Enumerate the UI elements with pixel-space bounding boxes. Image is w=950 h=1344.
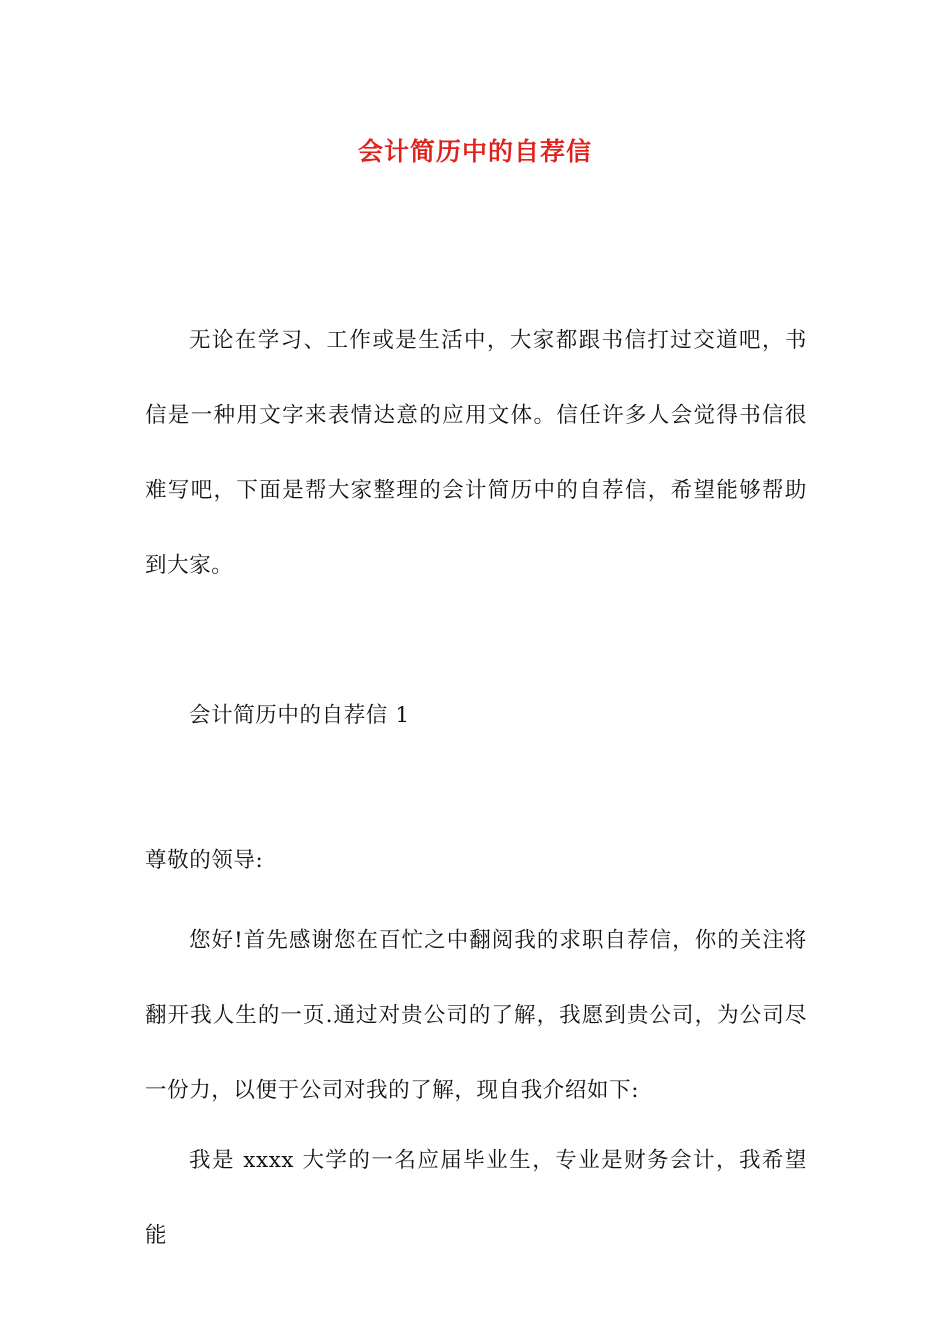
document-title: 会计简历中的自荐信 [357,137,592,166]
intro-paragraph: 无论在学习、工作或是生活中，大家都跟书信打过交道吧，书信是一种用文字来表情达意的应用文体。信任许多人会觉得书信很难写吧，下面是帮大家整理的会计简历中的自荐信，希望能够帮助到大家。 [145,328,807,578]
letter-paragraph-1: 您好!首先感谢您在百忙之中翻阅我的求职自荐信，你的关注将翻开我人生的一页.通过对贵公司的了解，我愿到贵公司，为公司尽一份力，以便于公司对我的了解，现自我介绍如下: [145,928,807,1103]
section-subheading: 会计简历中的自荐信 1 [189,703,410,728]
letter-salutation: 尊敬的领导: [145,848,264,873]
letter-paragraph-2: 我是 xxxx 大学的一名应届毕业生，专业是财务会计，我希望能 [145,1148,807,1248]
